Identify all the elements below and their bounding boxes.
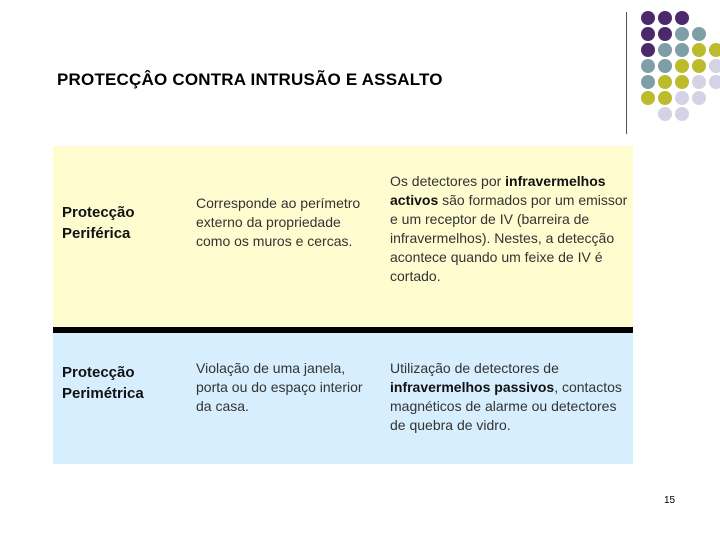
dot [658,27,672,41]
note-text: são formados por um emissor e um receptor de IV (barreira de infravermelhos). Nestes, a detecção acontece quando um feixe de IV é cortado. [390,192,628,284]
dot [675,75,689,89]
dot [658,91,672,105]
dot [675,43,689,57]
dot [675,59,689,73]
note-text: Os detectores por [390,173,502,189]
table-row [53,333,633,464]
dot [675,107,689,121]
note-text: Utilização de detectores de [390,360,559,376]
row-description: Violação de uma janela, porta ou do espaço interior da casa. [196,360,363,414]
slide-title: PROTECÇÂO CONTRA INTRUSÃO E ASSALTO [57,70,443,89]
dot [658,11,672,25]
note-bold-text: infravermelhos activos [390,173,606,208]
note-text: , contactos magnéticos de alarme ou detectores de quebra de vidro. [390,379,622,433]
dot [641,27,655,41]
row-label: Protecção Perimétrica [62,364,144,402]
row-description: Corresponde ao perímetro externo da propriedade como os muros e cercas. [196,195,361,249]
row-note [390,359,630,435]
dot [692,91,706,105]
row-note [390,172,630,286]
table-row [53,146,633,327]
dot [641,75,655,89]
dot [641,43,655,57]
page-number: 15 [664,495,676,506]
dot [641,59,655,73]
dot [658,59,672,73]
dot [641,91,655,105]
dot [658,107,672,121]
dot [641,11,655,25]
protection-table [53,146,633,464]
dot [692,27,706,41]
dot [709,75,720,89]
dot [692,43,706,57]
decorative-vertical-line [626,12,627,134]
dot [709,43,720,57]
dot [675,91,689,105]
dot [692,59,706,73]
dot [675,11,689,25]
dot [658,75,672,89]
row-label: Protecção Periférica [62,204,135,242]
dot [709,59,720,73]
decorative-dot-grid [639,8,719,120]
dot [692,75,706,89]
dot [658,43,672,57]
note-bold-text: infravermelhos passivos [390,379,555,395]
dot [675,27,689,41]
